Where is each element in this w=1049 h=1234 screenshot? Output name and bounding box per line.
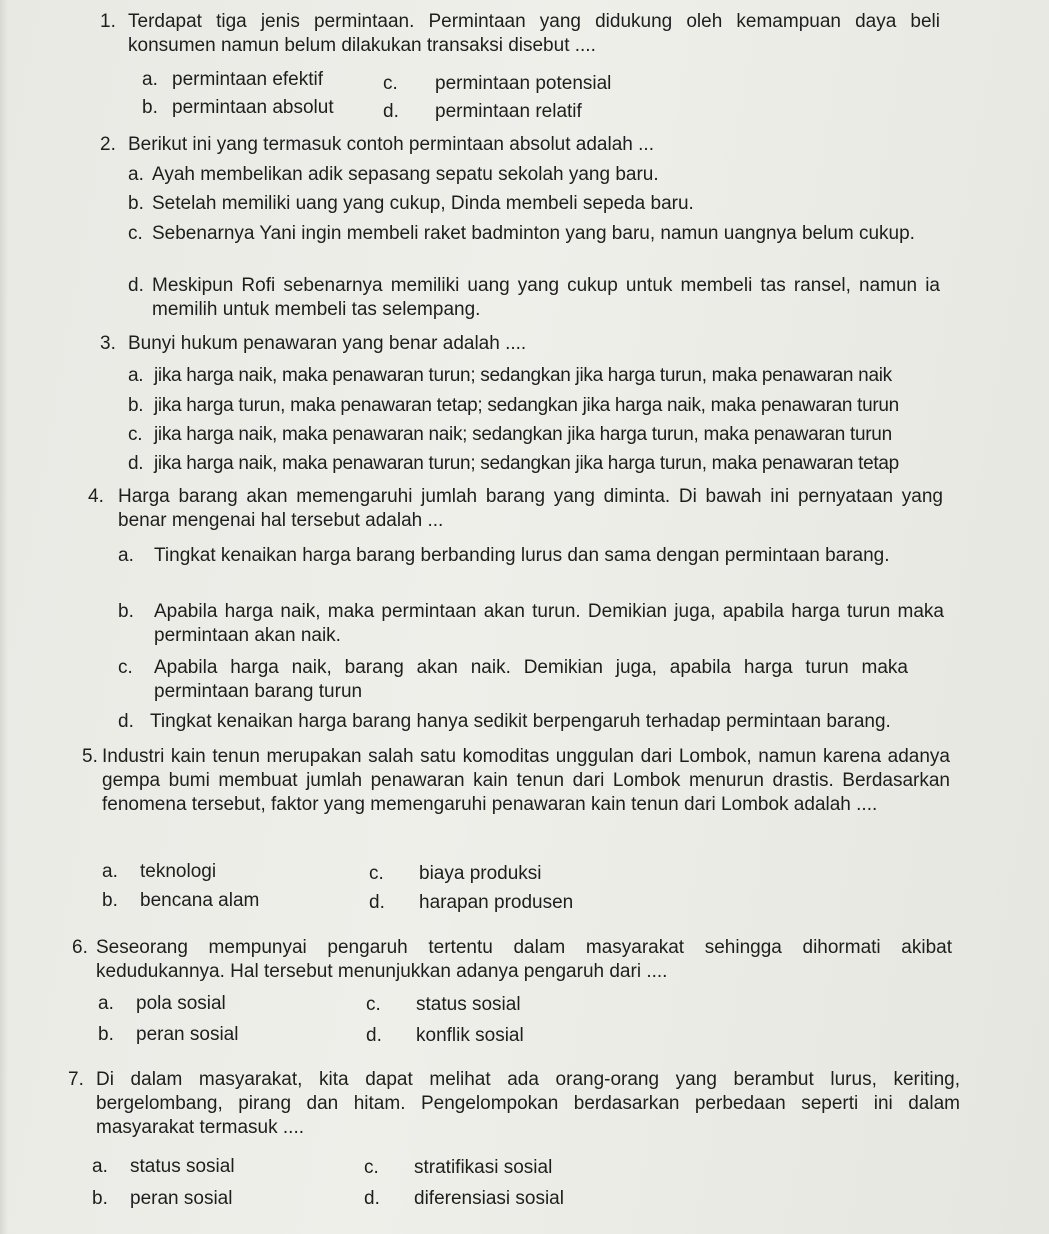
option-letter: c. xyxy=(383,73,398,94)
option-text: permintaan efektif xyxy=(172,69,324,90)
question-4 xyxy=(88,485,943,533)
option-text: Apabila harga naik, maka permintaan akan turun. Demikian juga, apabila harga turun maka permintaan akan naik. xyxy=(154,601,944,646)
option-letter: a. xyxy=(102,861,118,882)
option-letter: c. xyxy=(369,863,384,884)
question-1-option-a[interactable] xyxy=(142,68,362,92)
option-text: jika harga naik, maka penawaran naik; sedangkan jika harga turun, maka penawaran turun xyxy=(154,424,892,445)
option-letter: c. xyxy=(364,1157,379,1178)
question-7-option-b[interactable] xyxy=(92,1187,312,1211)
question-7-option-c[interactable] xyxy=(364,1156,624,1180)
question-4-option-d[interactable] xyxy=(118,710,948,734)
question-3-option-c[interactable] xyxy=(128,423,948,447)
option-text: jika harga turun, maka penawaran tetap; sedangkan jika harga naik, maka penawaran turun xyxy=(154,395,899,416)
option-text: biaya produksi xyxy=(419,863,542,884)
option-letter: d. xyxy=(128,275,144,296)
option-letter: b. xyxy=(92,1188,108,1209)
question-1-option-d[interactable] xyxy=(383,100,643,124)
option-letter: d. xyxy=(383,101,399,122)
question-1-option-b[interactable] xyxy=(142,96,372,120)
option-text: stratifikasi sosial xyxy=(414,1157,553,1178)
question-2-option-c[interactable] xyxy=(128,222,940,246)
question-number: 2. xyxy=(100,134,116,155)
question-5-option-a[interactable] xyxy=(102,860,302,884)
option-letter: a. xyxy=(142,69,158,90)
option-text: pola sosial xyxy=(136,993,226,1014)
question-7 xyxy=(68,1068,960,1140)
question-3-option-b[interactable] xyxy=(128,394,948,418)
question-number: 5. xyxy=(82,746,98,767)
option-text: status sosial xyxy=(130,1156,235,1177)
option-text: teknologi xyxy=(140,861,217,882)
option-letter: b. xyxy=(128,193,144,214)
question-2-option-a[interactable] xyxy=(128,163,938,187)
option-text: bencana alam xyxy=(140,890,260,911)
question-7-option-a[interactable] xyxy=(92,1155,312,1179)
option-letter: c. xyxy=(128,424,143,445)
option-text: peran sosial xyxy=(130,1188,233,1209)
question-6 xyxy=(72,936,952,984)
question-2 xyxy=(100,133,940,157)
option-letter: d. xyxy=(128,453,144,474)
option-letter: d. xyxy=(364,1188,380,1209)
question-6-option-d[interactable] xyxy=(366,1024,606,1048)
question-number: 6. xyxy=(72,937,88,958)
option-letter: d. xyxy=(366,1025,382,1046)
option-letter: b. xyxy=(98,1024,114,1045)
option-letter: a. xyxy=(128,365,144,386)
option-letter: a. xyxy=(98,993,114,1014)
question-stem: Berikut ini yang termasuk contoh permintaan absolut adalah ... xyxy=(128,134,654,155)
question-6-option-b[interactable] xyxy=(98,1023,298,1047)
question-number: 4. xyxy=(88,486,104,507)
option-text: jika harga naik, maka penawaran turun; sedangkan jika harga turun, maka penawaran tetap xyxy=(154,453,899,474)
option-text: permintaan relatif xyxy=(435,101,582,122)
page-edge-shadow xyxy=(0,0,8,1234)
option-text: Tingkat kenaikan harga barang hanya sedikit berpengaruh terhadap permintaan barang. xyxy=(150,711,891,732)
question-number: 3. xyxy=(100,333,116,354)
option-text: peran sosial xyxy=(136,1024,239,1045)
question-4-option-a[interactable] xyxy=(118,544,944,568)
question-3-option-d[interactable] xyxy=(128,452,948,476)
question-5-option-d[interactable] xyxy=(369,891,649,915)
option-text: Apabila harga naik, barang akan naik. Demikian juga, apabila harga turun maka permintaan barang turun xyxy=(154,657,908,702)
option-letter: d. xyxy=(118,711,134,732)
option-text: Sebenarnya Yani ingin membeli raket badminton yang baru, namun uangnya belum cukup. xyxy=(152,223,915,244)
option-text: jika harga naik, maka penawaran turun; sedangkan jika harga turun, maka penawaran naik xyxy=(154,365,892,386)
option-letter: a. xyxy=(118,545,134,566)
question-3-option-a[interactable] xyxy=(128,364,948,388)
option-text: status sosial xyxy=(416,994,521,1015)
option-letter: b. xyxy=(128,395,144,416)
option-letter: c. xyxy=(366,994,381,1015)
option-text: Setelah memiliki uang yang cukup, Dinda membeli sepeda baru. xyxy=(152,193,694,214)
option-letter: a. xyxy=(92,1156,108,1177)
option-text: harapan produsen xyxy=(419,892,574,913)
question-6-option-a[interactable] xyxy=(98,992,298,1016)
question-stem: Seseorang mempunyai pengaruh tertentu dalam masyarakat sehingga dihormati akibat kedudukannya. Hal tersebut menunjukkan adanya pengaruh dari .... xyxy=(96,937,952,982)
option-text: Tingkat kenaikan harga barang berbanding lurus dan sama dengan permintaan barang. xyxy=(154,545,890,566)
question-number: 1. xyxy=(100,11,116,32)
question-5-option-c[interactable] xyxy=(369,862,649,886)
option-letter: a. xyxy=(128,164,144,185)
option-letter: c. xyxy=(118,657,133,678)
option-text: diferensiasi sosial xyxy=(414,1188,564,1209)
question-5-option-b[interactable] xyxy=(102,889,322,913)
question-number: 7. xyxy=(68,1069,84,1090)
option-letter: c. xyxy=(128,223,143,244)
option-text: permintaan absolut xyxy=(172,97,334,118)
option-text: Ayah membelikan adik sepasang sepatu sekolah yang baru. xyxy=(152,164,659,185)
question-4-option-b[interactable] xyxy=(118,600,944,648)
question-stem: Bunyi hukum penawaran yang benar adalah .... xyxy=(128,333,527,354)
question-1-option-c[interactable] xyxy=(383,72,643,96)
question-2-option-d[interactable] xyxy=(128,274,940,322)
option-letter: b. xyxy=(118,601,134,622)
option-text: konflik sosial xyxy=(416,1025,524,1046)
option-text: Meskipun Rofi sebenarnya memiliki uang yang cukup untuk membeli tas ransel, namun ia memilih untuk membeli tas selempang. xyxy=(152,275,940,320)
question-stem: Di dalam masyarakat, kita dapat melihat ada orang-orang yang berambut lurus, keriting, bergelombang, pirang dan hitam. Pengelompokan berdasarkan perbedaan seperti ini dalam masyarakat termasuk .... xyxy=(96,1069,960,1138)
option-letter: b. xyxy=(102,890,118,911)
question-4-option-c[interactable] xyxy=(118,656,908,704)
question-2-option-b[interactable] xyxy=(128,192,938,216)
option-letter: d. xyxy=(369,892,385,913)
question-1 xyxy=(100,10,940,58)
question-3 xyxy=(100,332,940,356)
question-stem: Harga barang akan memengaruhi jumlah barang yang diminta. Di bawah ini pernyataan yang benar mengenai hal tersebut adalah ... xyxy=(118,486,943,531)
option-letter: b. xyxy=(142,97,158,118)
option-text: permintaan potensial xyxy=(435,73,612,94)
question-6-option-c[interactable] xyxy=(366,993,606,1017)
question-7-option-d[interactable] xyxy=(364,1187,624,1211)
question-stem: Terdapat tiga jenis permintaan. Permintaan yang didukung oleh kemampuan daya beli konsumen namun belum dilakukan transaksi disebut .... xyxy=(128,11,940,56)
question-stem: Industri kain tenun merupakan salah satu komoditas unggulan dari Lombok, namun karena adanya gempa bumi membuat jumlah penawaran kain tenun dari Lombok menurun drastis. Berdasarkan fenomena tersebut, faktor yang memengaruhi penawaran kain tenun dari Lombok adalah .... xyxy=(102,746,950,815)
question-5 xyxy=(82,745,950,817)
